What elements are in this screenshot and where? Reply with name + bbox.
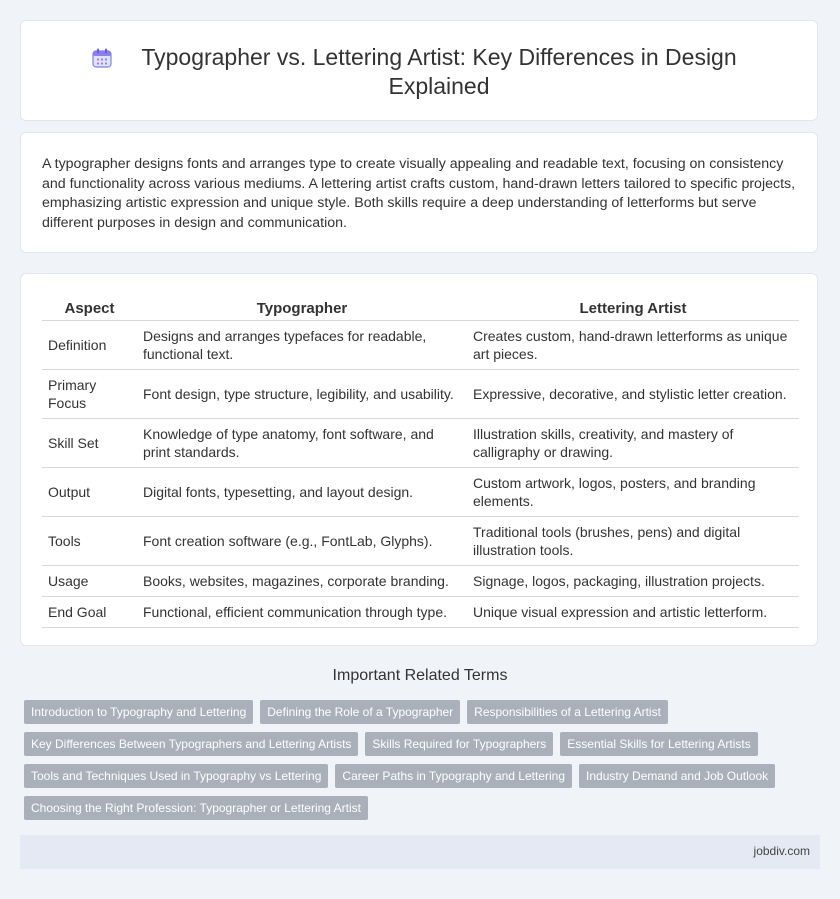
comparison-table — [42, 294, 799, 628]
related-term-link[interactable]: Introduction to Typography and Lettering — [24, 700, 253, 724]
related-terms-list — [24, 700, 804, 820]
row-aspect: Tools — [42, 517, 137, 566]
related-term-link[interactable]: Choosing the Right Profession: Typographer or Lettering Artist — [24, 796, 368, 820]
intro-paragraph: A typographer designs fonts and arranges type to create visually appealing and readable text, focusing on consistency and functionality across various mediums. A lettering artist crafts custom, hand-drawn letters tailored to specific projects, emphasizing artistic expression and unique style. Both skills require a deep understanding of letterforms but serve different purposes in design and communication. — [42, 156, 796, 231]
table-row — [42, 370, 799, 419]
table-row — [42, 419, 799, 468]
related-term-link[interactable]: Industry Demand and Job Outlook — [579, 764, 775, 788]
related-term-link[interactable]: Defining the Role of a Typographer — [260, 700, 460, 724]
related-term-link[interactable]: Skills Required for Typographers — [365, 732, 553, 756]
comparison-card — [20, 273, 818, 646]
row-aspect: Skill Set — [42, 419, 137, 468]
table-row — [42, 321, 799, 370]
row-typographer: Font creation software (e.g., FontLab, Glyphs). — [137, 517, 467, 566]
row-aspect: Output — [42, 468, 137, 517]
row-aspect: End Goal — [42, 597, 137, 628]
row-typographer: Font design, type structure, legibility, and usability. — [137, 370, 467, 419]
header-aspect: Aspect — [42, 294, 137, 321]
table-row — [42, 517, 799, 566]
row-lettering-artist: Expressive, decorative, and stylistic letter creation. — [467, 370, 799, 419]
row-typographer: Knowledge of type anatomy, font software, and print standards. — [137, 419, 467, 468]
header-typographer: Typographer — [137, 294, 467, 321]
row-aspect: Primary Focus — [42, 370, 137, 419]
header-lettering-artist: Lettering Artist — [467, 294, 799, 321]
table-row — [42, 597, 799, 628]
row-aspect: Definition — [42, 321, 137, 370]
row-aspect: Usage — [42, 566, 137, 597]
table-header-row — [42, 294, 799, 321]
row-lettering-artist: Traditional tools (brushes, pens) and digital illustration tools. — [467, 517, 799, 566]
related-term-link[interactable]: Tools and Techniques Used in Typography vs Lettering — [24, 764, 328, 788]
row-typographer: Designs and arranges typefaces for readable, functional text. — [137, 321, 467, 370]
row-lettering-artist: Custom artwork, logos, posters, and branding elements. — [467, 468, 799, 517]
table-row — [42, 566, 799, 597]
row-typographer: Functional, efficient communication through type. — [137, 597, 467, 628]
related-term-link[interactable]: Key Differences Between Typographers and Lettering Artists — [24, 732, 358, 756]
row-lettering-artist: Signage, logos, packaging, illustration projects. — [467, 566, 799, 597]
footer-site-link[interactable]: jobdiv.com — [753, 844, 810, 858]
page-title: Typographer vs. Lettering Artist: Key Differences in Design Explained — [141, 44, 737, 99]
footer — [20, 835, 820, 869]
related-terms-heading: Important Related Terms — [332, 667, 508, 684]
row-lettering-artist: Unique visual expression and artistic letterform. — [467, 597, 799, 628]
intro-card — [20, 132, 818, 253]
row-typographer: Books, websites, magazines, corporate branding. — [137, 566, 467, 597]
row-lettering-artist: Creates custom, hand-drawn letterforms as unique art pieces. — [467, 321, 799, 370]
table-row — [42, 468, 799, 517]
title-card — [20, 20, 818, 121]
row-typographer: Digital fonts, typesetting, and layout design. — [137, 468, 467, 517]
related-term-link[interactable]: Essential Skills for Lettering Artists — [560, 732, 757, 756]
related-term-link[interactable]: Career Paths in Typography and Lettering — [335, 764, 572, 788]
row-lettering-artist: Illustration skills, creativity, and mastery of calligraphy or drawing. — [467, 419, 799, 468]
related-term-link[interactable]: Responsibilities of a Lettering Artist — [467, 700, 668, 724]
